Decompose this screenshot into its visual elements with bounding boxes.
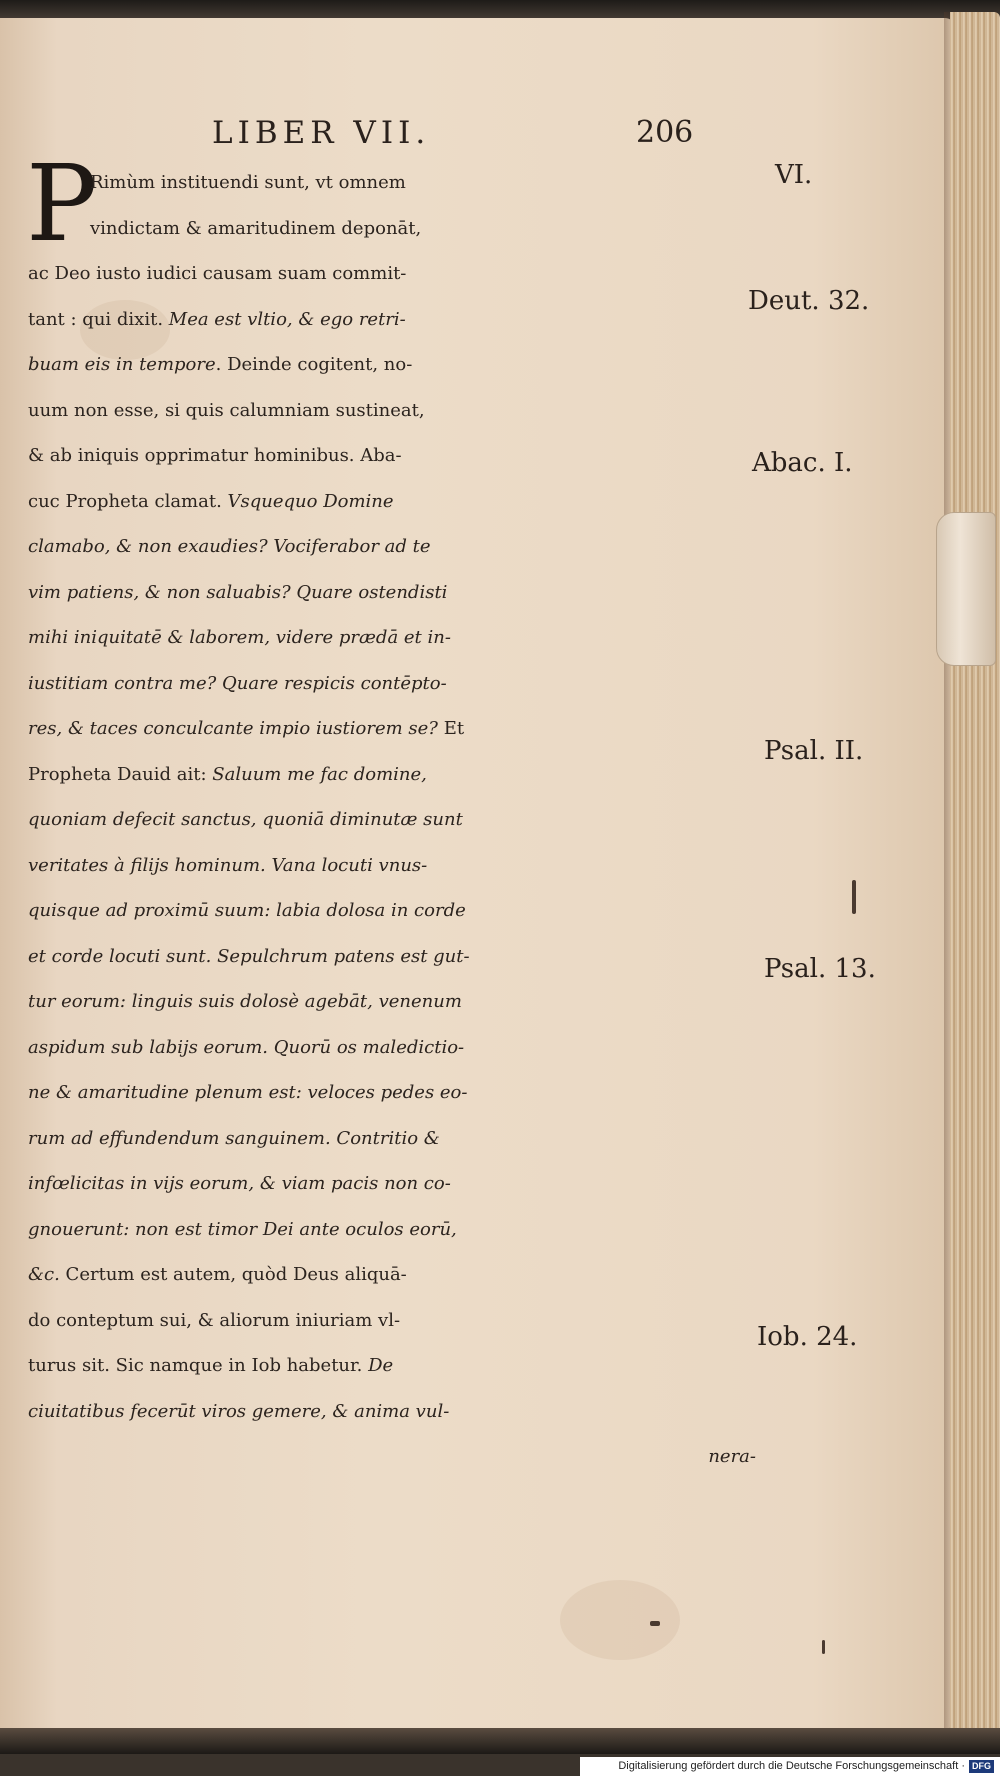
roman-text: Propheta Dauid ait: — [28, 763, 213, 785]
roman-text: uum non esse, si quis calumniam sustineat, — [28, 399, 425, 421]
page-number: 206 — [636, 115, 694, 150]
margin-note-deut: Deut. 32. — [748, 286, 870, 316]
italic-text: buam eis in tempore — [28, 354, 216, 375]
italic-text: infœlicitas in vijs eorum, & viam pacis non co- — [28, 1173, 451, 1194]
italic-text: res, & taces conculcante impio iustiorem se? — [28, 718, 438, 739]
italic-text: Vsquequo Domine — [227, 490, 394, 512]
italic-text: iustitiam contra me? Quare respicis contēpto- — [28, 672, 447, 694]
margin-note-psal-11: Psal. II. — [764, 736, 864, 766]
italic-text: clamabo, & non exaudies? Vociferabor ad te — [28, 536, 431, 557]
italic-text: ne & amaritudine plenum est: veloces pedes eo- — [28, 1082, 468, 1103]
italic-text: mihi iniquitatē & laborem, videre prædā et in- — [28, 627, 451, 648]
roman-text: Certum est autem, quòd Deus aliquā- — [59, 1264, 407, 1285]
footer-text: Digitalisierung gefördert durch die Deutsche Forschungsgemeinschaft · — [618, 1760, 965, 1772]
roman-text: vindictam & amaritudinem deponāt, — [90, 217, 422, 239]
italic-text: rum ad effundendum sanguinem. Contritio & — [28, 1127, 440, 1149]
roman-text: Et — [437, 718, 465, 739]
margin-note-iob: Iob. 24. — [757, 1322, 858, 1352]
italic-text: De — [368, 1355, 394, 1376]
page-stack-edges — [950, 12, 1000, 1734]
italic-text: &c. — [28, 1264, 60, 1285]
italic-text: gnouerunt: non est timor Dei ante oculos eorū, — [28, 1218, 457, 1240]
italic-text: nera- — [708, 1446, 756, 1467]
italic-text: tur eorum: linguis suis dolosè agebāt, venenum — [28, 991, 462, 1012]
roman-text: tant : qui dixit. — [28, 308, 169, 330]
italic-text: Saluum me fac domine, — [212, 763, 427, 785]
book-bottom-edge — [0, 1728, 1000, 1754]
digitization-footer — [580, 1757, 1000, 1776]
italic-text: et corde locuti sunt. Sepulchrum patens est gut- — [28, 945, 470, 967]
italic-text: ciuitatibus fecerūt viros gemere, & anima vul- — [28, 1400, 450, 1422]
roman-text: . Deinde cogitent, no- — [215, 354, 413, 375]
running-head: LIBER VII. — [212, 115, 431, 151]
roman-text: cuc Propheta clamat. — [28, 490, 228, 512]
margin-note-psal-13: Psal. 13. — [764, 954, 876, 984]
italic-text: quisque ad proximū suum: labia dolosa in corde — [28, 900, 466, 921]
margin-note-chapter: VI. — [775, 160, 813, 190]
drop-capital: P — [26, 142, 98, 265]
italic-text: vim patiens, & non saluabis? Quare ostendisti — [28, 581, 448, 603]
roman-text: ac Deo iusto iudici causam suam commit- — [28, 263, 407, 284]
italic-text: quoniam defecit sanctus, quoniā diminutæ sunt — [28, 809, 463, 830]
roman-text: & ab iniquis opprimatur hominibus. Aba- — [28, 445, 402, 466]
italic-text: veritates à filijs hominum. Vana locuti vnus- — [28, 854, 428, 876]
italic-text: aspidum sub labijs eorum. Quorū os maledictio- — [28, 1036, 465, 1058]
dfg-logo: DFG — [969, 1760, 994, 1773]
roman-text: do conteptum sui, & aliorum iniuriam vl- — [28, 1309, 401, 1331]
margin-note-abac: Abac. I. — [752, 448, 853, 478]
roman-text: Rimùm instituendi sunt, vt omnem — [90, 172, 406, 193]
italic-text: Mea est vltio, & ego retri- — [168, 308, 406, 330]
roman-text: turus sit. Sic namque in Iob habetur. — [28, 1355, 369, 1376]
